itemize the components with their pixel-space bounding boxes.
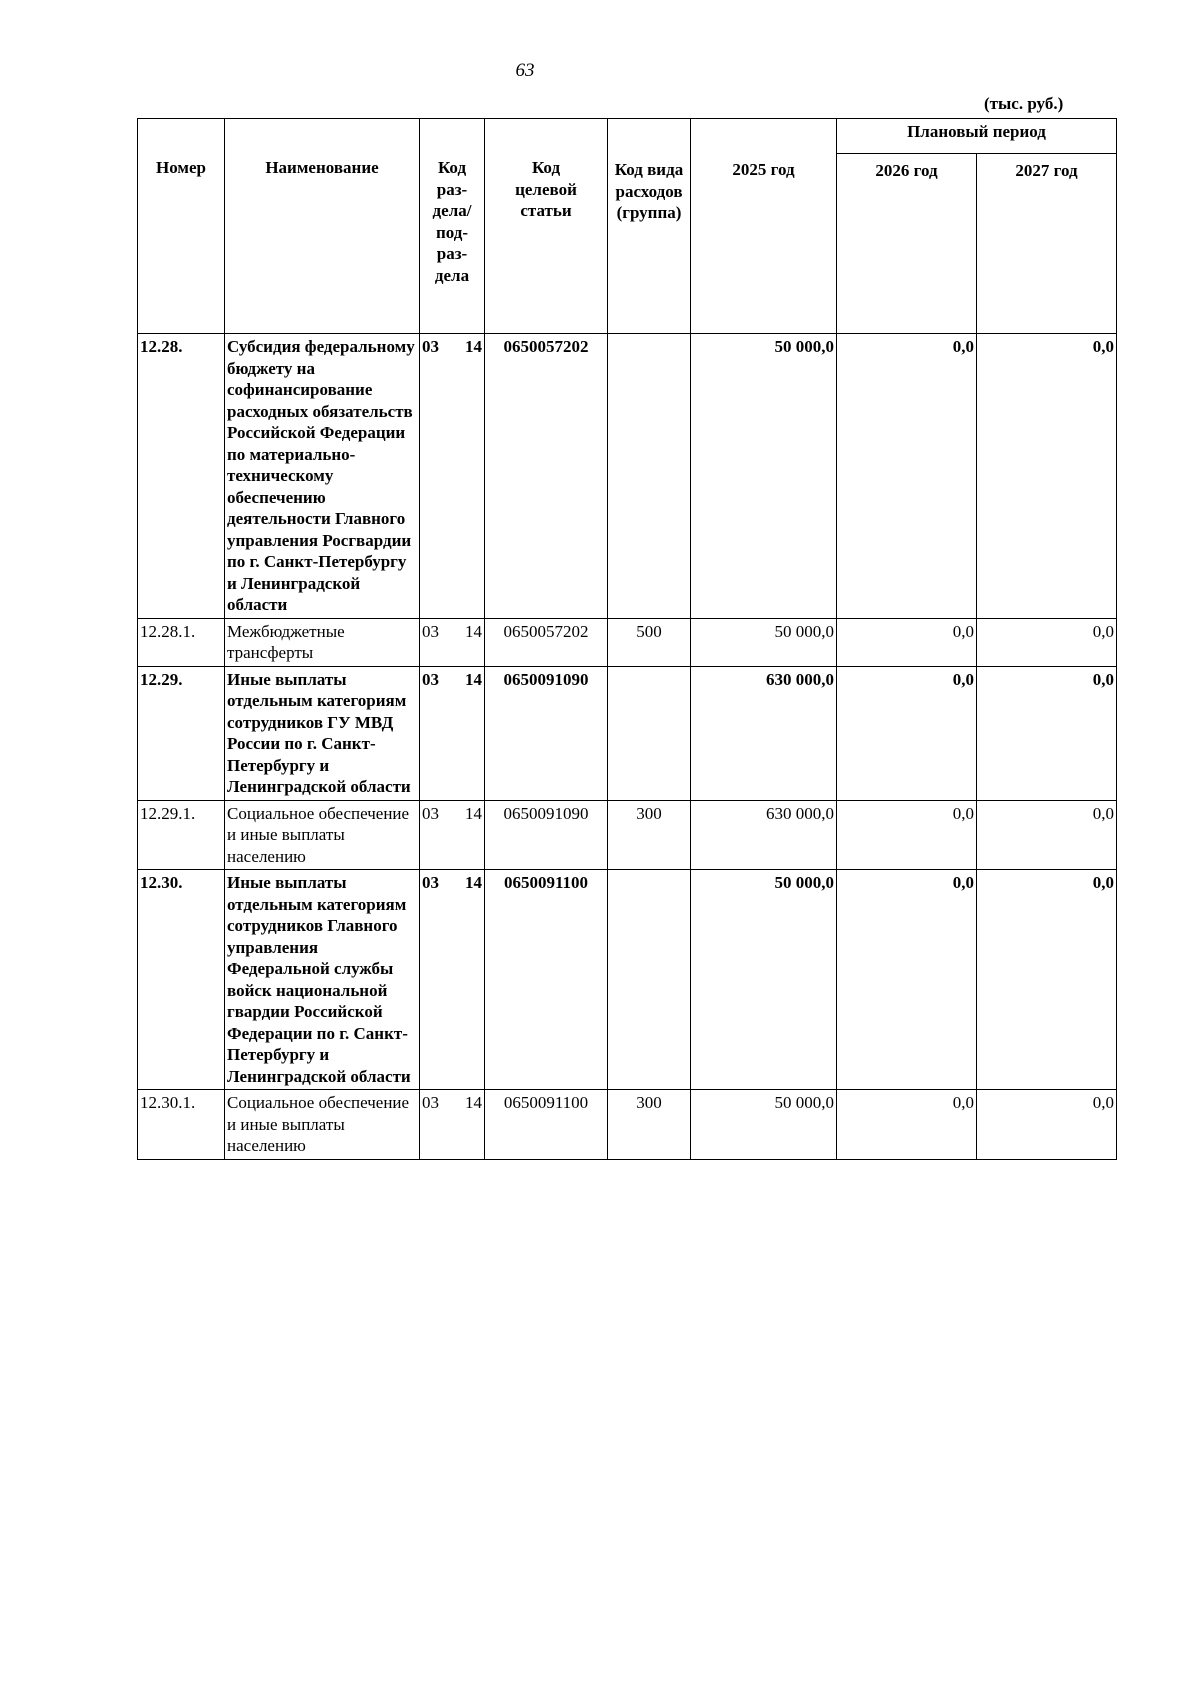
subsection-code: 14 xyxy=(465,669,482,689)
row-2026: 0,0 xyxy=(837,800,977,870)
header-section-code: Код раз- дела/ под- раз- дела xyxy=(420,119,485,334)
row-section-code xyxy=(420,618,485,666)
subsection-code: 14 xyxy=(465,337,482,356)
row-name: Социальное обеспечение и иные выплаты населению xyxy=(225,1090,420,1160)
row-2026: 0,0 xyxy=(837,1090,977,1160)
row-2025: 50 000,0 xyxy=(691,870,837,1090)
row-target-code: 0650091100 xyxy=(485,870,608,1090)
row-2027: 0,0 xyxy=(977,1090,1117,1160)
section-code: 03 xyxy=(422,621,439,641)
row-number: 12.30.1. xyxy=(138,1090,225,1160)
header-year-2026: 2026 год xyxy=(837,154,977,334)
table-row xyxy=(138,618,1117,666)
row-target-code: 0650057202 xyxy=(485,334,608,619)
row-2027: 0,0 xyxy=(977,618,1117,666)
row-expense-type: 300 xyxy=(608,1090,691,1160)
row-2027: 0,0 xyxy=(977,334,1117,619)
row-name: Иные выплаты отдельным категориям сотрудников ГУ МВД России по г. Санкт-Петербургу и Ленинградской области xyxy=(225,666,420,800)
row-2026: 0,0 xyxy=(837,618,977,666)
header-year-2025: 2025 год xyxy=(691,119,837,334)
row-section-code xyxy=(420,666,485,800)
row-number: 12.28.1. xyxy=(138,618,225,666)
row-2025: 50 000,0 xyxy=(691,618,837,666)
row-number: 12.29. xyxy=(138,666,225,800)
header-planning-period: Плановый период xyxy=(837,119,1117,154)
table-row xyxy=(138,1090,1117,1160)
row-2025: 50 000,0 xyxy=(691,1090,837,1160)
row-expense-type xyxy=(608,334,691,619)
page-number: 63 xyxy=(515,60,535,81)
row-name: Социальное обеспечение и иные выплаты населению xyxy=(225,800,420,870)
section-code: 03 xyxy=(422,803,439,823)
row-number: 12.29.1. xyxy=(138,800,225,870)
row-number: 12.28. xyxy=(138,334,225,619)
row-2025: 630 000,0 xyxy=(691,666,837,800)
table-body xyxy=(138,334,1117,1160)
section-code: 03 xyxy=(422,669,439,689)
row-name: Межбюджетные трансферты xyxy=(225,618,420,666)
row-target-code: 0650091090 xyxy=(485,666,608,800)
row-section-code xyxy=(420,1090,485,1160)
section-code: 03 xyxy=(422,1093,439,1112)
row-2026: 0,0 xyxy=(837,666,977,800)
row-2026: 0,0 xyxy=(837,334,977,619)
header-row-1 xyxy=(138,119,1117,154)
row-2027: 0,0 xyxy=(977,800,1117,870)
row-name: Иные выплаты отдельным категориям сотрудников Главного управления Федеральной службы войск национальной гвардии Российской Федерации по г. Санкт-Петербургу и Ленинградской области xyxy=(225,870,420,1090)
units-label: (тыс. руб.) xyxy=(984,94,1064,113)
header-number: Номер xyxy=(138,119,225,334)
budget-table xyxy=(137,118,1117,1160)
table-row xyxy=(138,800,1117,870)
header-expense-type-code: Код вида расходов (группа) xyxy=(608,119,691,334)
table-row xyxy=(138,666,1117,800)
row-section-code xyxy=(420,800,485,870)
row-number: 12.30. xyxy=(138,870,225,1090)
row-2026: 0,0 xyxy=(837,870,977,1090)
subsection-code: 14 xyxy=(465,1093,482,1112)
row-target-code: 0650057202 xyxy=(485,618,608,666)
row-section-code xyxy=(420,870,485,1090)
subsection-code: 14 xyxy=(465,621,482,641)
row-2025: 50 000,0 xyxy=(691,334,837,619)
header-name: Наименование xyxy=(225,119,420,334)
row-name: Субсидия федеральному бюджету на софинансирование расходных обязательств Российской Федерации по материально-техническому обеспечению деятельности Главного управления Росгвардии по г. Санкт-Петербургу и Ленинградской области xyxy=(225,334,420,619)
subsection-code: 14 xyxy=(465,803,482,823)
subsection-code: 14 xyxy=(465,873,482,892)
section-code: 03 xyxy=(422,873,439,892)
row-2025: 630 000,0 xyxy=(691,800,837,870)
row-target-code: 0650091100 xyxy=(485,1090,608,1160)
row-expense-type: 500 xyxy=(608,618,691,666)
row-section-code xyxy=(420,334,485,619)
row-2027: 0,0 xyxy=(977,666,1117,800)
row-expense-type xyxy=(608,666,691,800)
header-target-code: Код целевой статьи xyxy=(485,119,608,334)
row-target-code: 0650091090 xyxy=(485,800,608,870)
table-row xyxy=(138,334,1117,619)
row-2027: 0,0 xyxy=(977,870,1117,1090)
section-code: 03 xyxy=(422,337,439,356)
row-expense-type xyxy=(608,870,691,1090)
table-row xyxy=(138,870,1117,1090)
header-year-2027: 2027 год xyxy=(977,154,1117,334)
row-expense-type: 300 xyxy=(608,800,691,870)
